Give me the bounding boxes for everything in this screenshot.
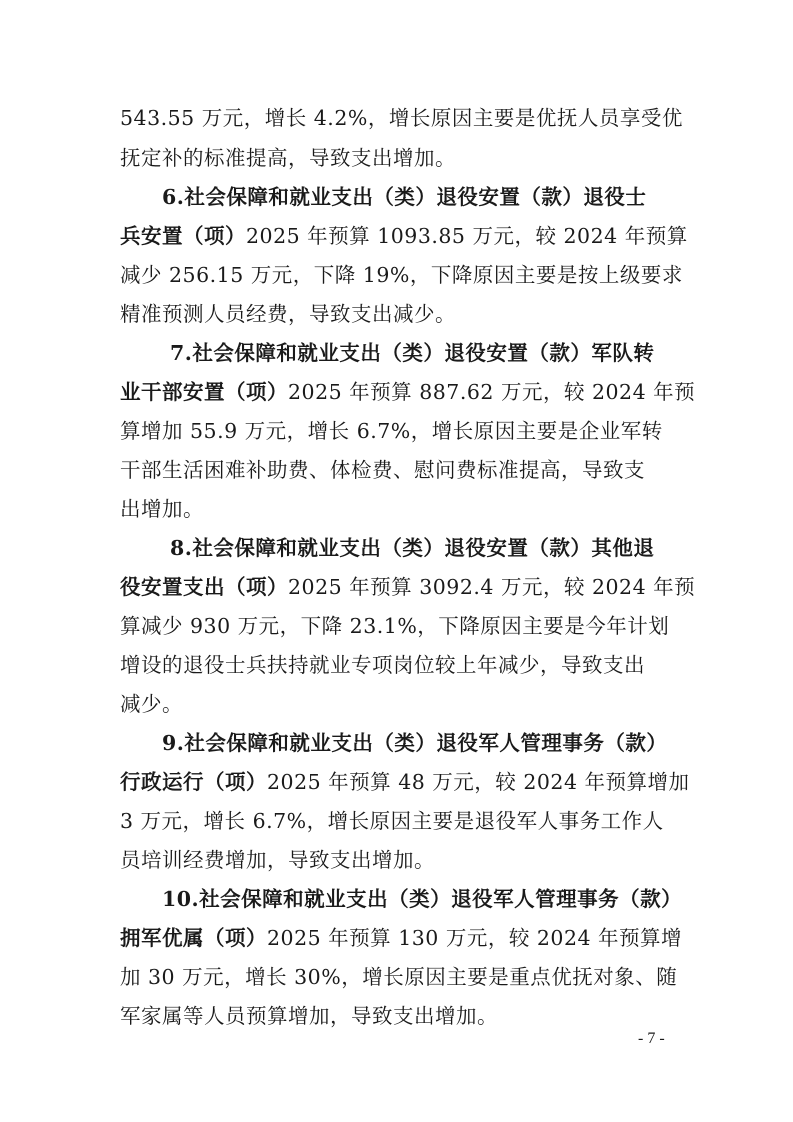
line-text: 543.55 万元，增长 4.2%，增长原因主要是优抚人员享受优 <box>120 106 683 130</box>
body-line <box>120 1002 680 1030</box>
line-text: 增设的退役士兵扶持就业专项岗位较上年减少，导致支出 <box>120 653 645 677</box>
line-text: 精准预测人员经费，导致支出减少。 <box>120 302 456 326</box>
body-line <box>120 495 680 523</box>
line-text: 算减少 930 万元，下降 23.1%，下降原因主要是今年计划 <box>120 614 670 638</box>
line-text: 2025 年预算 887.62 万元，较 2024 年预 <box>288 380 696 404</box>
body-line <box>120 222 688 250</box>
section-heading-6 <box>162 183 722 211</box>
section-heading-8 <box>170 534 730 562</box>
line-text: 干部生活困难补助费、体检费、慰问费标准提高，导致支 <box>120 458 645 482</box>
heading-text: 8.社会保障和就业支出（类）退役安置（款）其他退 <box>170 536 655 560</box>
line-text: 加 30 万元，增长 30%，增长原因主要是重点优抚对象、随 <box>120 965 678 989</box>
line-text: 算增加 55.9 万元，增长 6.7%，增长原因主要是企业军转 <box>120 419 663 443</box>
body-line <box>120 417 680 445</box>
heading-text: 7.社会保障和就业支出（类）退役安置（款）军队转 <box>170 341 655 365</box>
body-line <box>120 456 680 484</box>
line-text: 军家属等人员预算增加，导致支出增加。 <box>120 1004 498 1028</box>
heading-text: 行政运行（项） <box>120 770 267 794</box>
body-line <box>120 573 696 601</box>
line-text: 抚定补的标准提高，导致支出增加。 <box>120 146 456 170</box>
body-line <box>120 846 680 874</box>
heading-text: 业干部安置（项） <box>120 380 288 404</box>
heading-text: 6.社会保障和就业支出（类）退役安置（款）退役士 <box>162 185 647 209</box>
line-text: 2025 年预算 3092.4 万元，较 2024 年预 <box>288 575 696 599</box>
body-line <box>120 300 680 328</box>
line-text: 2025 年预算 48 万元，较 2024 年预算增加 <box>267 770 690 794</box>
heading-text: 拥军优属（项） <box>120 926 267 950</box>
body-line <box>120 651 680 679</box>
section-heading-9 <box>162 729 722 757</box>
line-text: 员培训经费增加，导致支出增加。 <box>120 848 435 872</box>
line-text: 3 万元，增长 6.7%，增长原因主要是退役军人事务工作人 <box>120 809 664 833</box>
heading-text: 9.社会保障和就业支出（类）退役军人管理事务（款） <box>162 731 668 755</box>
heading-text: 10.社会保障和就业支出（类）退役军人管理事务（款） <box>162 887 683 911</box>
body-line <box>120 963 680 991</box>
heading-text: 兵安置（项） <box>120 224 246 248</box>
body-line <box>120 378 696 406</box>
line-text: 2025 年预算 130 万元，较 2024 年预算增 <box>267 926 683 950</box>
section-heading-10 <box>162 885 722 913</box>
heading-text: 役安置支出（项） <box>120 575 288 599</box>
body-line <box>120 807 680 835</box>
body-line <box>120 612 680 640</box>
body-line <box>120 768 690 796</box>
body-line <box>120 690 680 718</box>
body-line <box>120 144 680 172</box>
section-heading-7 <box>170 339 730 367</box>
body-line <box>120 924 683 952</box>
line-text: 出增加。 <box>120 497 204 521</box>
body-line <box>120 261 683 289</box>
line-text: 减少 256.15 万元，下降 19%，下降原因主要是按上级要求 <box>120 263 683 287</box>
line-text: 2025 年预算 1093.85 万元，较 2024 年预算 <box>246 224 688 248</box>
line-text: 减少。 <box>120 692 183 716</box>
body-line <box>120 104 683 132</box>
page-number: - 7 - <box>638 1030 665 1047</box>
